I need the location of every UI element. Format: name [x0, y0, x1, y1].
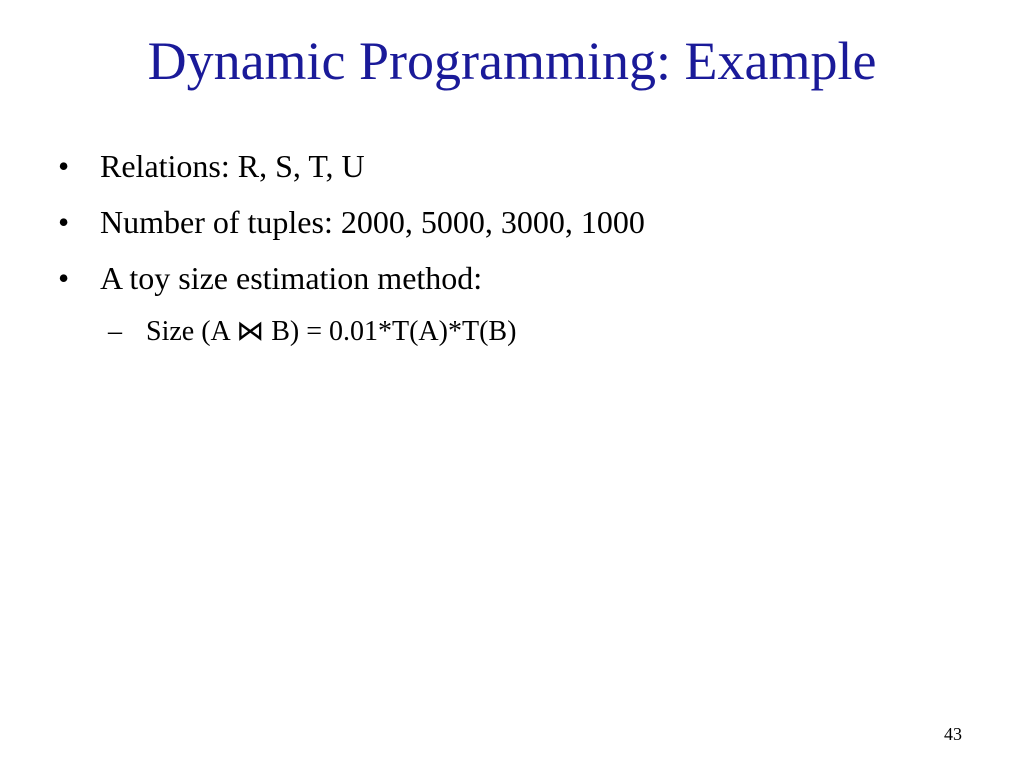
- bullet-text: Number of tuples: 2000, 5000, 3000, 1000: [100, 204, 645, 240]
- bullet-marker: •: [58, 148, 70, 184]
- bullet-marker: •: [58, 204, 70, 240]
- bullet-size-estimation: [56, 250, 976, 306]
- slide-body: [56, 138, 976, 356]
- bullet-relations: [56, 138, 976, 194]
- sub-bullet-text: Size (A ⋈ B) = 0.01*T(A)*T(B): [146, 316, 517, 347]
- bullet-number-of-tuples: [56, 194, 976, 250]
- sub-bullet-marker: –: [108, 316, 122, 347]
- bullet-text: A toy size estimation method:: [100, 260, 483, 296]
- slide-title: Dynamic Programming: Example: [147, 31, 877, 91]
- sub-bullet-size-formula: [108, 308, 976, 356]
- page-number: 43: [944, 724, 962, 744]
- bullet-marker: •: [58, 260, 70, 296]
- bullet-text: Relations: R, S, T, U: [100, 148, 365, 184]
